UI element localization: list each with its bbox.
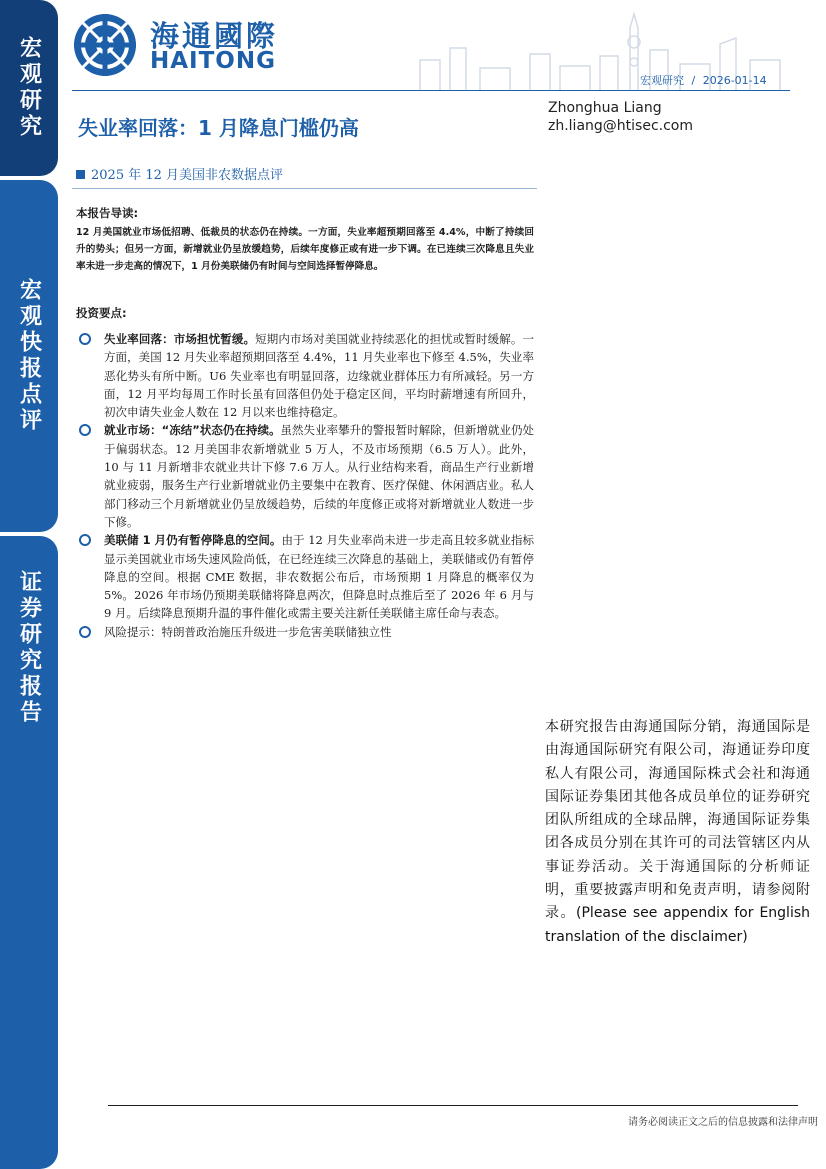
points-heading: 投资要点: [76,306,127,320]
list-item [76,531,534,622]
haitong-logo-icon [72,12,138,78]
analyst-email[interactable]: zh.liang@htisec.com [548,118,693,134]
point-text: 短期内市场对美国就业持续恶化的担忧或暂时缓解。一方面，美国 12 月失业率超预期回落至 4.4%，11 月失业率也下修至 4.5%，失业率恶化势头有所中断。U6 失业率也有明显回落，边缘就业群体压力有所减轻。另一方面，12 月平均每周工作时长虽有回落但仍处于稳定区间，平均时薪增速有所回升，初次申请失业金人数在 12 月以来也维持稳定。 [104,332,534,420]
sidebar-tab-label: 宏观快报点评 [16,278,42,434]
point-lead: 美联储 1 月仍有暂停降息的空间。 [104,533,282,548]
footer-rule [108,1105,798,1106]
logo-english-name: HAITONG [150,48,276,74]
subtitle-square-icon [76,170,85,179]
report-subtitle [76,164,283,183]
point-text: 由于 12 月失业率尚未进一步走高且较多就业指标显示美国就业市场失速风险尚低，在已经连续三次降息的基础上，美联储或仍有暂停降息的空间。根据 CME 数据，非农数据公布后，市场预期 1 月降息的概率仅为 5%。2026 年市场仍预期美联储将降息两次，但降息时点推后至了 2026 年 6 月与 9 月。后续降息预期升温的事件催化或需主要关注新任美联储主席任命与表态。 [104,533,534,621]
header-rule [72,90,790,91]
title-rule [72,188,537,189]
bullet-ring-icon [79,534,91,546]
point-lead: 失业率回落：市场担忧暂缓。 [104,332,256,346]
footer-legal-note: 请务必阅读正文之后的信息披露和法律声明 [628,1117,818,1128]
bullet-ring-icon [79,626,91,638]
sidebar-tab-macro-research [0,0,58,176]
logo-chinese-name: 海通國際 [150,19,279,53]
distribution-disclaimer: 本研究报告由海通国际分销，海通国际是由海通国际研究有限公司，海通证券印度私人有限公司，海通国际株式会社和海通国际证券集团其他各成员单位的证券研究团队所组成的全球品牌，海通国际证券集团各成员分别在其许可的司法管辖区内从事证券活动。关于海通国际的分析师证明，重要披露声明和免责声明，请参阅附录。(Please see appendix for English translation of the disclaimer) [545,719,810,945]
sidebar-tab-securities-report [0,536,58,1169]
list-item [76,330,534,421]
subtitle-text: 2025 年 12 月美国非农数据点评 [91,168,284,183]
bullet-ring-icon [79,424,91,436]
guide-heading: 本报告导读: [76,206,139,220]
header-separator: / [691,74,696,87]
report-title: 失业率回落：1 月降息门槛仍高 [78,116,359,140]
guide-body: 12 月美国就业市场低招聘、低裁员的状态仍在持续。一方面，失业率超预期回落至 4.4%，中断了持续回升的势头；但另一方面，新增就业仍呈放缓趋势，后续年度修正或有进一步下调。在已连续三次降息且失业率未进一步走高的情况下，1 月份美联储仍有时间与空间选择暂停降息。 [76,227,534,272]
analyst-name: Zhonghua Liang [548,100,662,116]
list-item [76,421,534,531]
point-lead: 就业市场：“冻结”状态仍在持续。 [104,423,281,438]
list-item [76,623,534,641]
sidebar-tab-label: 证券研究报告 [16,570,42,726]
points-list [76,330,534,641]
header-category-label: 宏观研究 [640,74,684,87]
point-text: 风险提示：特朗普政治施压升级进一步危害美联储独立性 [104,624,392,639]
sidebar-tab-label: 宏观研究 [16,36,42,140]
bullet-ring-icon [79,333,91,345]
header-category [640,72,767,88]
sidebar-tab-macro-flash [0,180,58,532]
point-text: 虽然失业率攀升的警报暂时解除，但新增就业仍处于偏弱状态。12 月美国非农新增就业 5 万人，不及市场预期（6.5 万人）。此外，10 与 11 月新增非农就业共计下修 7.6 万人。从行业结构来看，商品生产行业新增就业疲弱，服务生产行业新增就业仍主要集中在教育、医疗保健、休闲酒店业。私人部门移动三个月新增就业仍呈放缓趋势，后续的年度修正或将对新增就业人数进一步下修。 [104,423,534,529]
header-date: 2026-01-14 [702,74,767,87]
